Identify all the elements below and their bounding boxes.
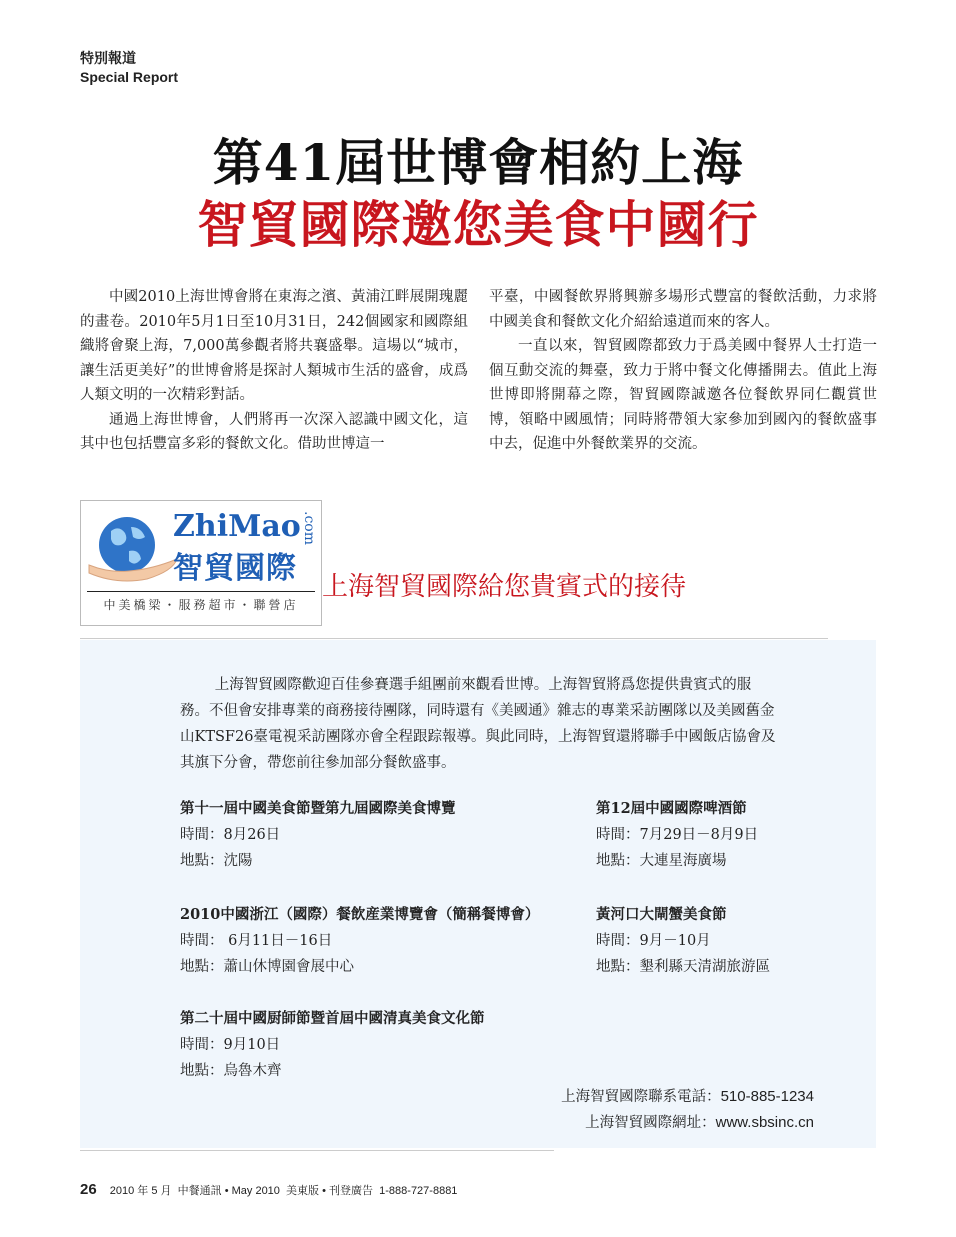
event-title: 第十一屆中國美食節暨第九屆國際美食博覽 (180, 800, 456, 817)
intro-paragraph: 平臺，中國餐飲界將興辦多場形式豐富的餐飲活動，力求將中國美食和餐飲文化介紹給遠道而來的客人。 (489, 289, 877, 330)
footer-ad: 刊登廣告 (329, 1184, 374, 1197)
headline-line-2: 智貿國際邀您美食中國行 (197, 195, 759, 254)
event-time: 時間： 6月11日－16日 (180, 933, 333, 949)
event-item (180, 796, 456, 874)
logo-brand-zh: 智貿國際 (173, 551, 297, 586)
contact-web-line (561, 1110, 814, 1136)
event-place: 地點：大連星海廣場 (596, 853, 727, 869)
event-item (596, 796, 758, 874)
event-place: 地點：墾利縣天清湖旅游區 (596, 959, 770, 975)
section-title-en: Special Report (80, 69, 179, 85)
event-item (180, 902, 539, 980)
intro-column-right (489, 285, 877, 457)
event-place: 地點：沈陽 (180, 853, 253, 869)
event-title: 黃河口大閘蟹美食節 (596, 906, 727, 923)
footer-month: May 2010 (231, 1185, 280, 1197)
logo-brand-en: ZhiMao (173, 509, 301, 544)
intro-paragraph: 通過上海世博會，人們將再一次深入認識中國文化，這其中也包括豐富多彩的餐飲文化。借助世博這一 (80, 411, 468, 452)
panel-intro-text: 上海智貿國際歡迎百佳參賽選手組團前來觀看世博。上海智貿將爲您提供貴賓式的服務。不但會安排專業的商務接待團隊，同時還有《美國通》雜志的專業采訪團隊以及美國舊金山KTSF26臺電視采訪團隊亦會全程跟踪報導。與此同時，上海智貿還將聯手中國飯店協會及其旗下分會，帶您前往參加部分餐飲盛事。 (180, 677, 776, 771)
page-footer: 26 2010 年 5 月 中餐通訊 • May 2010 美東版 • 刊登廣告 1-888-727-8881 (80, 1181, 458, 1198)
event-title: 第12屆中國國際啤酒節 (596, 800, 747, 817)
panel-intro (180, 672, 780, 776)
divider (80, 1150, 554, 1151)
event-item (180, 1006, 485, 1084)
event-title: 第二十屆中國厨師節暨首屆中國清真美食文化節 (180, 1010, 485, 1027)
section-title-zh: 特別報道 (80, 51, 136, 67)
globe-hand-icon (87, 513, 179, 585)
info-panel (80, 640, 876, 1148)
event-title: 2010中國浙江（國際）餐飲産業博覽會（簡稱餐博會） (180, 906, 540, 923)
contact-phone-label: 上海智貿國際聯系電話： (561, 1089, 721, 1105)
intro-column-left (80, 285, 468, 457)
section-label (80, 50, 178, 86)
logo-brand-com: .com (301, 511, 317, 545)
footer-phone: 1-888-727-8881 (379, 1185, 458, 1197)
footer-edition: 美東版 (286, 1184, 320, 1197)
event-time: 時間：8月26日 (180, 827, 281, 843)
zhimao-logo (80, 500, 322, 626)
event-item (596, 902, 770, 980)
footer-publication: 中餐通訊 (177, 1184, 222, 1197)
contact-website: www.sbsinc.cn (715, 1114, 814, 1131)
event-place: 地點：蕭山休博園會展中心 (180, 959, 354, 975)
event-time: 時間：7月29日－8月9日 (596, 827, 759, 843)
event-time: 時間：9月10日 (180, 1037, 281, 1053)
page-number: 26 (80, 1181, 97, 1198)
intro-paragraph: 一直以來，智貿國際都致力于爲美國中餐界人士打造一個互動交流的舞臺，致力于將中餐文化傳播開去。值此上海世博即將開幕之際，智貿國際誠邀各位餐飲界同仁觀賞世博，領略中國風情；同時將帶領大家參加到國內的餐飲盛事中去，促進中外餐飲業界的交流。 (489, 338, 877, 452)
contact-phone-line (561, 1084, 814, 1110)
headline-line-1: 第41屆世博會相約上海 (212, 133, 744, 192)
contact-web-label: 上海智貿國際網址： (585, 1115, 716, 1131)
logo-divider (87, 591, 315, 592)
contact-phone: 510-885-1234 (720, 1088, 814, 1105)
logo-tagline: 中美橋梁・服務超市・聯營店 (103, 598, 299, 612)
event-place: 地點：烏魯木齊 (180, 1063, 282, 1079)
reception-title: 上海智貿國際給您貴賓式的接待 (322, 572, 687, 602)
footer-date: 2010 年 5 月 (109, 1185, 172, 1197)
divider (80, 638, 828, 639)
intro-paragraph: 中國2010上海世博會將在東海之濱、黃浦江畔展開瑰麗的畫卷。2010年5月1日至10月31日，242個國家和國際組織將會聚上海，7,000萬參觀者將共襄盛舉。這場以“城市，讓生活更美好”的世博會將是探討人類城市生活的盛會，成爲人類文明的一次精彩對話。 (80, 289, 468, 403)
event-time: 時間：9月－10月 (596, 933, 711, 949)
contact-info (561, 1084, 814, 1136)
